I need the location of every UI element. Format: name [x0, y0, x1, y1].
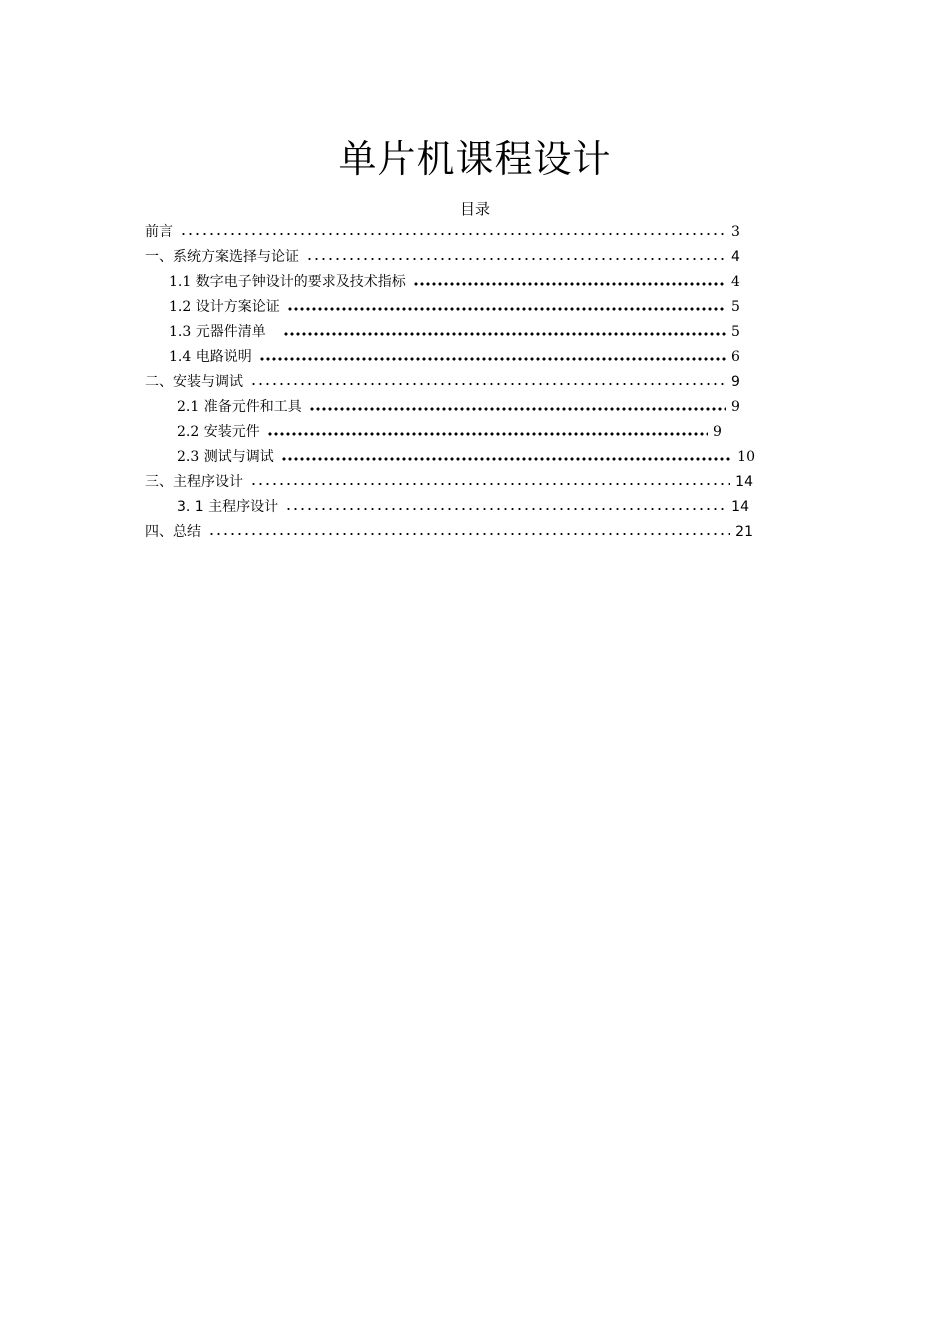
toc-leader-dots: [287, 307, 726, 311]
toc-entry-page: 9: [731, 374, 740, 390]
toc-leader-dots: [259, 357, 726, 361]
toc-entry[interactable]: [145, 320, 745, 345]
toc-entry[interactable]: [145, 370, 745, 395]
toc-leader-dots: [413, 282, 726, 286]
toc-entry-label: 2.1 准备元件和工具: [177, 399, 302, 415]
toc-entry-page: 9: [731, 399, 740, 415]
toc-leader-dots: [180, 232, 726, 236]
toc-entry-page: 21: [735, 524, 753, 540]
toc-entry[interactable]: [145, 520, 753, 545]
toc-entry-label: 1.1 数字电子钟设计的要求及技术指标: [169, 274, 406, 290]
toc-entry-page: 9: [713, 424, 722, 440]
toc-leader-dots: [250, 482, 730, 486]
toc-entry-label: 二、安装与调试: [145, 374, 243, 390]
toc-entry-label: 1.2 设计方案论证: [169, 299, 280, 315]
toc-entry-page: 5: [731, 299, 740, 315]
toc-leader-dots: [283, 332, 726, 336]
toc-entry-label: 前言: [145, 224, 173, 240]
toc-heading: 目录: [459, 200, 490, 218]
toc-entry-label: 一、系统方案选择与论证: [145, 249, 299, 265]
toc-entry-label: 2.3 测试与调试: [177, 449, 274, 465]
toc-entry-page: 14: [731, 499, 749, 515]
toc-entry[interactable]: [145, 470, 753, 495]
toc-leader-dots: [309, 407, 726, 411]
toc-leader-dots: [250, 382, 726, 386]
toc-leader-dots: [281, 457, 732, 461]
toc-entry-page: 10: [737, 449, 755, 465]
toc-entry-label: 三、主程序设计: [145, 474, 243, 490]
table-of-contents: [145, 220, 755, 545]
toc-entry-label: 2.2 安装元件: [177, 424, 260, 440]
toc-entry[interactable]: [145, 420, 745, 445]
toc-leader-dots: [267, 432, 708, 436]
toc-entry-page: 4: [731, 274, 740, 290]
toc-entry[interactable]: [145, 445, 755, 470]
toc-leader-dots: [306, 257, 726, 261]
toc-entry-label: 四、总结: [145, 524, 201, 540]
toc-entry[interactable]: [145, 495, 749, 520]
toc-leader-dots: [285, 507, 726, 511]
document-title: 单片机课程设计: [338, 137, 612, 181]
toc-entry[interactable]: [145, 270, 745, 295]
toc-entry[interactable]: [145, 220, 745, 245]
toc-entry-label: 3. 1 主程序设计: [177, 499, 279, 515]
toc-entry[interactable]: [145, 245, 745, 270]
toc-entry-page: 14: [735, 474, 753, 490]
toc-entry-page: 5: [731, 324, 740, 340]
toc-entry-label: 1.4 电路说明: [169, 349, 252, 365]
toc-entry[interactable]: [145, 295, 745, 320]
toc-leader-dots: [208, 532, 730, 536]
toc-entry[interactable]: [145, 395, 745, 420]
toc-entry-page: 6: [731, 349, 740, 365]
toc-entry[interactable]: [145, 345, 745, 370]
toc-entry-page: 3: [731, 224, 740, 240]
toc-entry-label: 1.3 元器件清单: [169, 324, 266, 340]
toc-entry-page: 4: [731, 249, 740, 265]
